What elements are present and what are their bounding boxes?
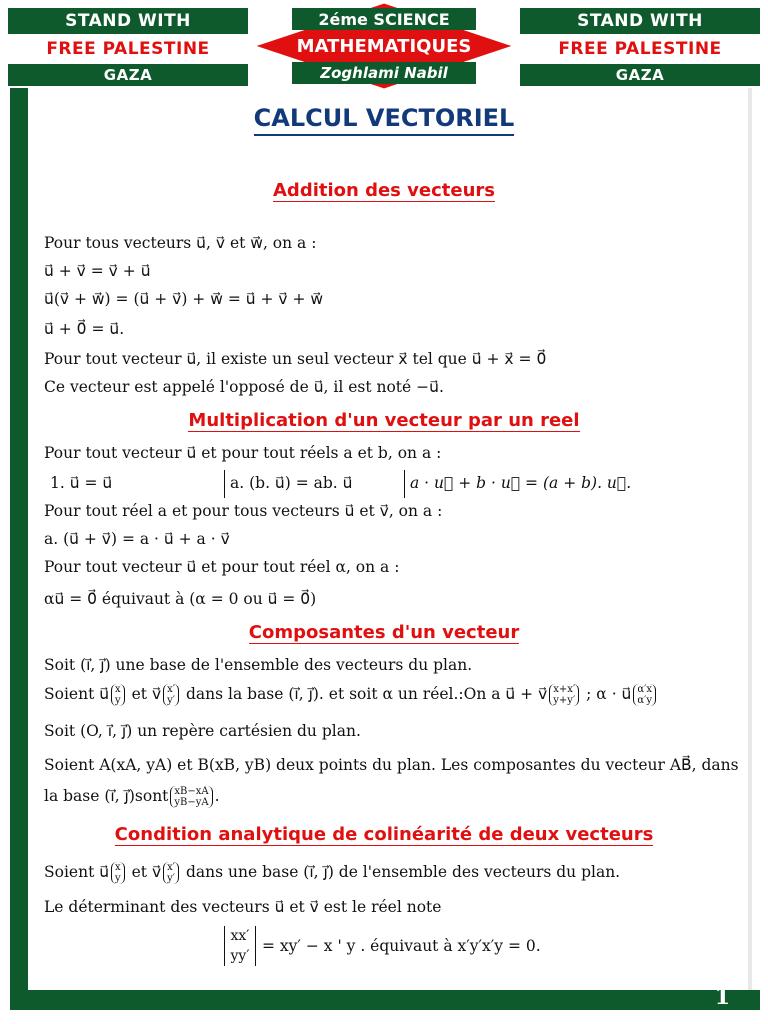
header-right-top: STAND WITH	[520, 8, 760, 34]
formula-cell: 1. u⃗ = u⃗	[50, 474, 113, 492]
text-fragment: .	[214, 787, 220, 805]
matrix-cell: y	[115, 695, 121, 706]
matrix-cell: x+x′	[553, 684, 576, 695]
formula-line	[44, 786, 220, 808]
text-line: Pour tous vecteurs u⃗, v⃗ et w⃗, on a :	[44, 234, 317, 252]
formula-line: αu⃗ = 0⃗ équivaut à (α = 0 ou u⃗ = 0⃗)	[44, 590, 317, 608]
text-line: Soit (O, i⃗, j⃗) un repère cartésien du plan.	[44, 722, 361, 740]
text-fragment: Soient u⃗	[44, 863, 110, 881]
formula-line: u⃗ + v⃗ = v⃗ + u⃗	[44, 262, 151, 280]
ab-components	[170, 786, 212, 808]
matrix-cell: yy′	[230, 948, 250, 964]
text-line: Soit (i⃗, j⃗) une base de l'ensemble des vecteurs du plan.	[44, 656, 473, 674]
text-line: Pour tout vecteur u⃗, il existe un seul vecteur x⃗ tel que u⃗ + x⃗ = 0⃗	[44, 350, 547, 368]
matrix-cell: α′x	[637, 684, 653, 695]
text-fragment: dans une base (i⃗, j⃗) de l'ensemble des vecteurs du plan.	[181, 863, 621, 881]
header-right-bot: GAZA	[520, 64, 760, 86]
text-line: Le déterminant des vecteurs u⃗ et v⃗ est le réel note	[44, 898, 442, 916]
formula-line	[44, 862, 620, 884]
vector-v-components	[163, 684, 179, 706]
formula-line: u⃗ + 0⃗ = u⃗.	[44, 320, 125, 338]
matrix-cell: x′	[167, 684, 176, 695]
section-heading-composantes	[0, 622, 768, 643]
matrix-cell: yB−yA	[174, 797, 209, 808]
header-left-mid: FREE PALESTINE	[8, 36, 248, 62]
formula-line	[44, 684, 658, 706]
section-heading-multiplication	[0, 410, 768, 431]
matrix-cell: y+y′	[553, 695, 576, 706]
vector-v-components	[163, 862, 179, 884]
section-heading-addition	[0, 180, 768, 201]
matrix-cell: α′y	[637, 695, 653, 706]
section-heading-multiplication-text: Multiplication d'un vecteur par un reel	[188, 410, 580, 431]
frame-right	[748, 88, 752, 990]
page-number: 1	[714, 984, 730, 1010]
matrix-cell: x′	[167, 862, 176, 873]
formula-line: = xy′ − x ' y . équivaut à x′y′x′y = 0.	[262, 937, 541, 955]
page-title-text: CALCUL VECTORIEL	[254, 104, 515, 136]
determinant	[224, 926, 256, 966]
text-fragment: et v⃗	[126, 685, 162, 703]
formula-cell: a · u⃗ + b · u⃗ = (a + b). u⃗.	[410, 474, 632, 492]
matrix-cell: y′	[167, 873, 176, 884]
header-center-mid: MATHEMATIQUES	[296, 36, 472, 57]
column-divider	[224, 470, 225, 498]
formula-line: u⃗(v⃗ + w⃗) = (u⃗ + v⃗) + w⃗ = u⃗ + v⃗ + w⃗	[44, 290, 324, 308]
text-line: Pour tout vecteur u⃗ et pour tout réels a et b, on a :	[44, 444, 442, 462]
header-right-mid: FREE PALESTINE	[520, 36, 760, 62]
formula-line: a. (u⃗ + v⃗) = a · u⃗ + a · v⃗	[44, 530, 230, 548]
section-heading-addition-text: Addition des vecteurs	[273, 180, 495, 201]
frame-left	[10, 88, 28, 1006]
section-heading-composantes-text: Composantes d'un vecteur	[248, 622, 520, 643]
formula-cell: a. (b. u⃗) = ab. u⃗	[230, 474, 353, 492]
text-line: Soient A(xA, yA) et B(xB, yB) deux points du plan. Les composantes du vecteur AB⃗, dans	[44, 756, 739, 774]
text-line: Pour tout vecteur u⃗ et pour tout réel α, on a :	[44, 558, 400, 576]
header-left-bot: GAZA	[8, 64, 248, 86]
vector-u-components	[111, 684, 125, 706]
matrix-cell: x	[115, 684, 121, 695]
header-center-top: 2éme SCIENCE	[318, 10, 450, 29]
text-fragment: la base (i⃗, j⃗)sont	[44, 787, 169, 805]
header-left-top: STAND WITH	[8, 8, 248, 34]
header-center-bot: Zoghlami Nabil	[320, 64, 448, 82]
matrix-cell: y	[115, 873, 121, 884]
text-line: Ce vecteur est appelé l'opposé de u⃗, il est noté −u⃗.	[44, 378, 444, 396]
section-heading-colinearite-text: Condition analytique de colinéarité de deux vecteurs	[114, 824, 654, 845]
section-heading-colinearite	[0, 824, 768, 845]
matrix-cell: x	[115, 862, 121, 873]
frame-bottom	[10, 990, 760, 1010]
text-line: Pour tout réel a et pour tous vecteurs u⃗ et v⃗, on a :	[44, 502, 443, 520]
vector-u-components	[111, 862, 125, 884]
column-divider	[404, 470, 405, 498]
text-fragment: Soient u⃗	[44, 685, 110, 703]
matrix-cell: xB−xA	[174, 786, 209, 797]
matrix-cell: y′	[167, 695, 176, 706]
text-fragment: et v⃗	[126, 863, 162, 881]
scalar-components	[633, 684, 656, 706]
text-fragment: ; α · u⃗	[581, 685, 632, 703]
page-title	[0, 104, 768, 132]
sum-components	[549, 684, 579, 706]
matrix-cell: xx′	[230, 928, 250, 944]
text-fragment: dans la base (i⃗, j⃗). et soit α un réel.:On a u⃗ + v⃗	[181, 685, 548, 703]
